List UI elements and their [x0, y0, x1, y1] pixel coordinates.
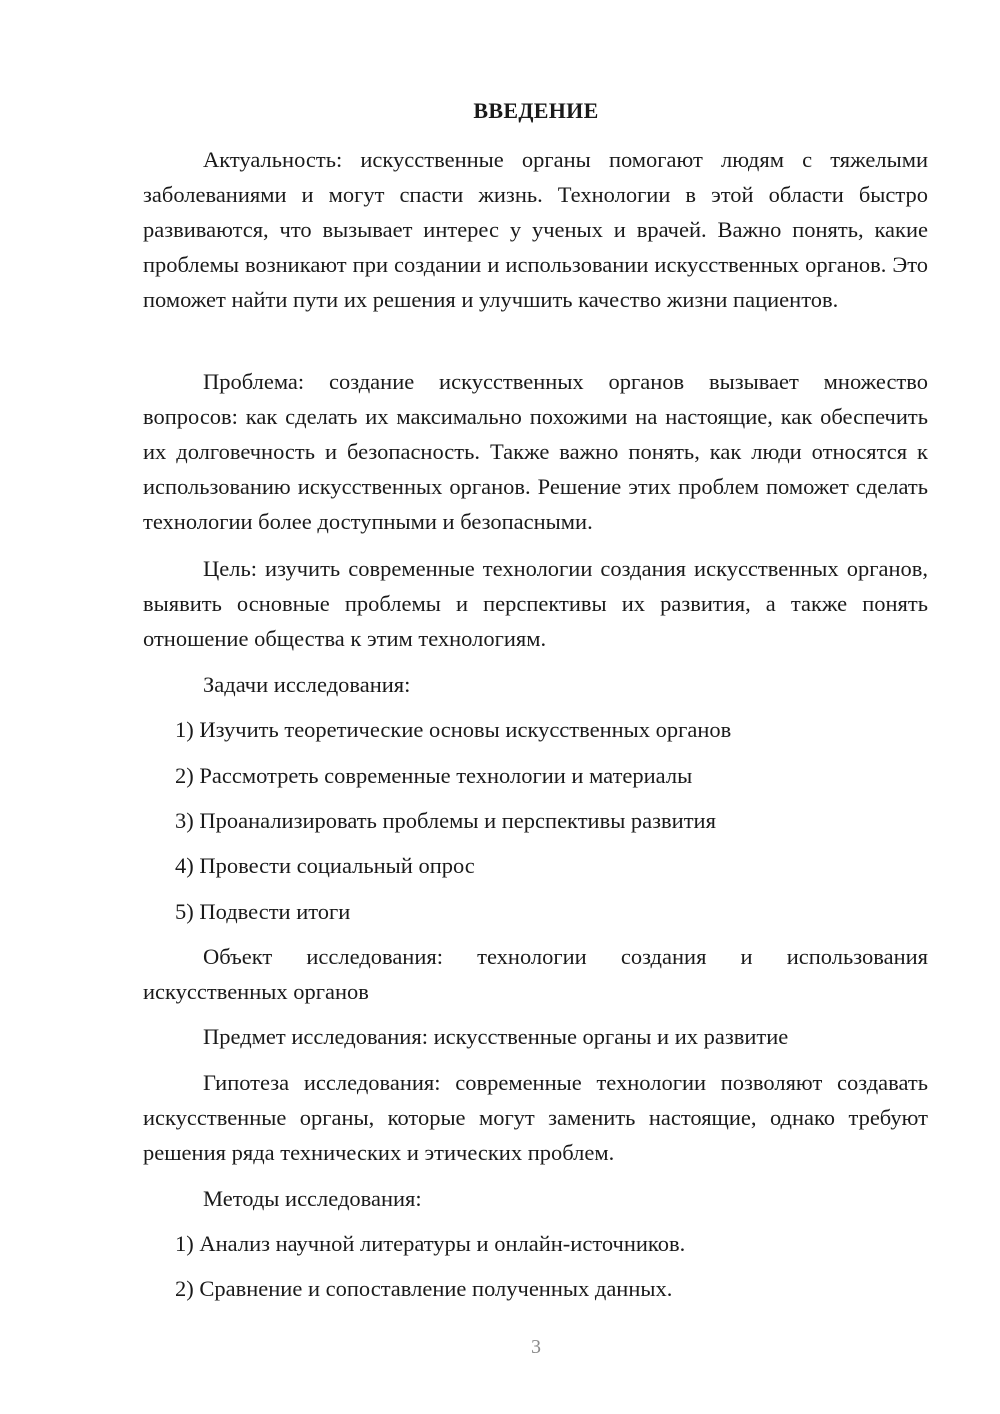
task-item: 1) Изучить теоретические основы искусственных органов	[175, 717, 732, 742]
tasks-heading: Задачи исследования:	[203, 672, 411, 697]
subject-block	[143, 1019, 928, 1054]
hypothesis-block	[143, 1065, 928, 1170]
problem-paragraph: Проблема: создание искусственных органов вызывает множество вопросов: как сделать их максимально похожими на настоящие, как обеспечить их долговечность и безопасность. Также важно понять, как люди относятся к использованию искусственных органов. Решение этих проблем поможет сделать технологии более доступными и безопасными.	[143, 369, 928, 534]
methods-heading-block	[143, 1181, 928, 1216]
method-item: 2) Сравнение и сопоставление полученных данных.	[175, 1276, 673, 1301]
task-5-block	[143, 894, 928, 929]
method-2-block	[143, 1271, 928, 1306]
task-4-block	[143, 848, 928, 883]
relevance-paragraph: Актуальность: искусственные органы помогают людям с тяжелыми заболеваниями и могут спасти жизнь. Технологии в этой области быстро развиваются, что вызывает интерес у ученых и врачей. Важно понять, какие проблемы возникают при создании и использовании искусственных органов. Это поможет найти пути их решения и улучшить качество жизни пациентов.	[143, 147, 928, 312]
goal-paragraph: Цель: изучить современные технологии создания искусственных органов, выявить основные проблемы и перспективы их развития, а также понять отношение общества к этим технологиям.	[143, 556, 928, 651]
object-block	[143, 939, 928, 1009]
methods-heading: Методы исследования:	[203, 1186, 422, 1211]
object-paragraph: Объект исследования: технологии создания и использования искусственных органов	[143, 944, 928, 1004]
section-title: ВВЕДЕНИЕ	[473, 98, 599, 123]
hypothesis-paragraph: Гипотеза исследования: современные технологии позволяют создавать искусственные органы, которые могут заменить настоящие, однако требуют решения ряда технических и этических проблем.	[143, 1070, 928, 1165]
task-item: 5) Подвести итоги	[175, 899, 351, 924]
task-3-block	[143, 803, 928, 838]
tasks-heading-block	[143, 667, 928, 702]
task-item: 3) Проанализировать проблемы и перспективы развития	[175, 808, 716, 833]
task-1-block	[143, 712, 928, 747]
method-1-block	[143, 1226, 928, 1261]
task-item: 2) Рассмотреть современные технологии и материалы	[175, 763, 693, 788]
task-item: 4) Провести социальный опрос	[175, 853, 475, 878]
page-number: 3	[531, 1336, 541, 1358]
relevance-block	[143, 142, 928, 317]
goal-block	[143, 551, 928, 656]
subject-paragraph: Предмет исследования: искусственные органы и их развитие	[203, 1024, 789, 1049]
problem-block	[143, 364, 928, 539]
task-2-block	[143, 758, 928, 793]
method-item: 1) Анализ научной литературы и онлайн-источников.	[175, 1231, 686, 1256]
